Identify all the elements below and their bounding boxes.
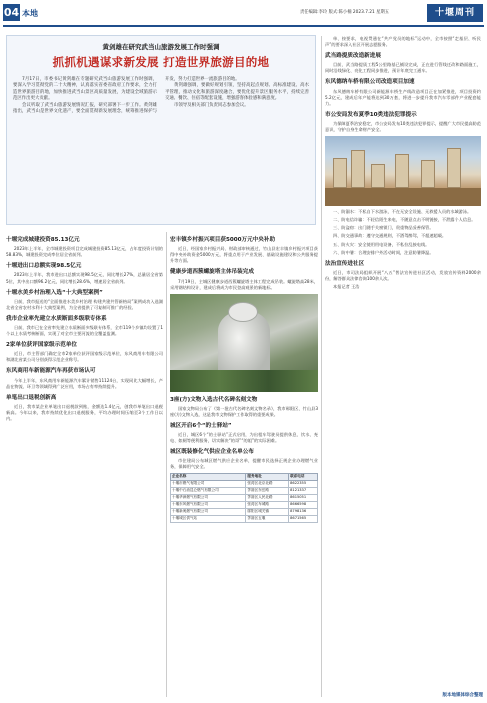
table-cell: 十堰华润燃气有限公司: [171, 494, 246, 501]
page-number: 04: [3, 6, 20, 19]
article-title: 健康步道西簇螺旋塔主体吊装完成: [170, 269, 254, 276]
lead-kicker: 黄剑雄在研究武当山旅游发展工作时强调: [102, 43, 220, 51]
article-body: 近日，市司法局组织开展“八五”普法宣传进社区活动，发放宣传资料2000余份，解答群众法律咨询100余人次。: [325, 269, 481, 281]
footer-credit: 版本地媒体综合整理: [442, 693, 483, 699]
table-row: [171, 480, 318, 487]
ground-area: [325, 188, 481, 206]
table-row: [171, 494, 318, 501]
table-cell: 茅箭区人民北路: [246, 494, 289, 501]
table-header: 联系电话: [289, 473, 318, 480]
article-title: 十堰完成城建投资85.13亿元: [6, 237, 80, 243]
tower-photo: [170, 294, 318, 392]
tower-top-shape: [228, 302, 258, 322]
article-body: 目前，武当路提质工程5公里路基已铺设完成，正在进行管线迁改和路面施工，同时沿线绿化、亮化工程同步推进，预计年底完工通车。: [325, 62, 481, 74]
lead-paragraph: 市领导及相关部门负责同志参加会议。: [174, 102, 249, 108]
section-title: 本地: [22, 9, 38, 18]
table-cell: 张湾区北京北路: [246, 480, 289, 487]
article-body: 为保障夏季治安稳定，市公安局发布10类违法犯罪提示，提醒广大市民提高防范意识，守护自身生命财产安全。: [325, 120, 481, 133]
table-header: 企业名称: [171, 473, 246, 480]
table-cell: 8615051: [289, 494, 318, 501]
article-title: 城区既装修化气供应企业名单公布: [170, 449, 254, 456]
lead-article: [6, 35, 316, 225]
article-title: 市公安局发布夏季10类违法犯罪提示: [325, 111, 417, 118]
street-photo: [325, 136, 481, 206]
article-title: 法治宣传进社区: [325, 260, 365, 267]
table-cell: 张湾区车城路: [246, 501, 289, 508]
table-cell: 8666598: [289, 501, 318, 508]
building-shape: [447, 148, 461, 188]
column-divider: [321, 36, 322, 697]
article-title: 2家单位获评国家级示范单位: [6, 342, 78, 349]
article-title: 3座(方)文物入选古代名碑名刻文物: [170, 396, 258, 403]
column-left: [6, 232, 163, 697]
table-row: [171, 515, 318, 522]
list-item: 二、防电信诈骗：不轻信陌生来电，不随意点击不明链接，不泄露个人信息。: [333, 217, 476, 223]
table-row: [171, 487, 318, 494]
article-title: 东风商用车新能源汽车再获市场认可: [6, 368, 96, 375]
masthead-logo: 十堰周刊: [427, 4, 483, 22]
article-title: 单笔出口退税创新高: [6, 394, 57, 401]
table-cell: 郧阳区城关镇: [246, 508, 289, 515]
editor-credits: 责任编辑:李玲 版式:陈小楠 2023.7.21 星期五: [300, 10, 390, 15]
table-cell: 十堰中石油昆仑燃气有限公司: [171, 487, 246, 494]
article-title: 十堰进出口总额实现98.5亿元: [6, 263, 82, 270]
article-body: 单、按要求，电视贯通在“共产党员的地标”运动中，全市按照“走基层、听民声”的要求深入社区开展志愿服务。: [325, 36, 481, 48]
column-divider: [166, 232, 167, 697]
column-middle: [170, 232, 318, 697]
article-body: 近日，我市某企业单笔出口退税款到账，金额达1.4亿元，创我市单笔出口退税新高。今年以来，我市持续优化出口退税服务，平均办理时间压缩至3个工作日以内。: [6, 403, 163, 422]
table-row: [171, 501, 318, 508]
building-shape: [351, 150, 365, 188]
lead-headline: 抓抓机遇谋求新发展 打造世界旅游目的地: [52, 55, 270, 70]
building-shape: [333, 158, 347, 188]
article-title: 我市企业率先建立水质断面多级联专体系: [6, 315, 107, 322]
list-item: 一、防溺水：不私自下水游泳，不在无安全设施、无救援人员的水域游泳。: [333, 209, 472, 215]
lead-paragraph: 会议听取了武当山旅游发展情况汇报，研究部署下一步工作。黄剑雄指出，武当山是世界文化遗产，要全面贯彻新发展理念，统筹推进保护与开发，努力打造世界一流旅游目的地。: [13, 77, 240, 114]
article-body: 近日，市主管部门确定全市2家单位获评国家级示范单位，东风商用车有限公司和湖北省某公司分别获得示范企业称号。: [6, 351, 163, 363]
table-cell: 8798136: [289, 508, 318, 515]
table-header: 服务地址: [246, 473, 289, 480]
building-shape: [395, 154, 409, 188]
article-body: 日前，我市报送的“全面推进水美乡村治理 构建共建共管新格局”案例成功入选湖北省全省农村水利十大典型案例，为全省提供了可复制可推广的经验。: [6, 298, 163, 310]
header-rule: [3, 25, 484, 27]
table-cell: 十堰城区供气站: [171, 515, 246, 522]
article-body: 近日，城区6个“的士驿站”正式启用，为出租车驾驶员提供休息、饮水、充电、如厕等便利服务，切实解决“的哥”“的姐”的实际困难。: [170, 432, 318, 444]
article-title: 十堰水美乡村治理入选“十大典型案例”: [6, 289, 103, 296]
column-right: [325, 36, 481, 696]
article-title: 武当路提质改造新进展: [325, 53, 381, 60]
article-body: 7月19日，主城区健康步道西簇螺旋塔主体工程完成吊装。螺旋塔高28米，采用钢结构设计，建成后将成为市民登高观景的新地标。: [170, 278, 318, 290]
list-item: 四、防交通事故：遵守交通规则，不酒驾醉驾，不超速超载。: [333, 233, 447, 239]
lead-body: [13, 77, 309, 115]
lead-paragraph: 黄剑雄强调，要做好规划引领，坚持高起点规划、高标准建设、高水平管理，推动文化和旅游深度融合，要优化提升景区服务水平，持续完善交通、餐饮、住宿等配套设施，增强游客体验感和满意度。: [165, 83, 309, 102]
article-body: 市住建局公布城区燃气供应企业名单，提醒市民选择正规企业办理燃气业务，保障用气安全。: [170, 458, 318, 470]
building-shape: [371, 164, 385, 188]
table-cell: 8671565: [289, 515, 318, 522]
building-shape: [421, 160, 435, 188]
table-row: [171, 508, 318, 515]
article-body: 近日，经国家乡村振兴局、财政部审核通过，竹山县宏丰镇乡村振兴项目获得中央补助资金5000万元，将重点用于产业发展、基础设施建设和公共服务提升等方面。: [170, 246, 318, 264]
article-title: 宏丰镇乡村振兴项目获5000万元中央补助: [170, 237, 276, 243]
list-item: 三、防盗窃：出门随手关窗锁门，贵重物品妥善保管。: [333, 225, 434, 231]
article-body: 日前，我市已在全省率先建立水质断面多级联专体系，全市119个乡镇均设置了1个以上水质考核断面，实现了对全市主要河流的全覆盖监测。: [6, 325, 163, 337]
article-title: 东风德纳车桥有限公司改造项目加速: [325, 79, 415, 86]
page-header: [0, 0, 487, 26]
reporter-credit: 本报记者 王浩: [333, 284, 360, 290]
tree-line: [170, 370, 318, 392]
table-cell: 8622355: [289, 480, 318, 487]
list-item: 六、防中暑：合理安排户外活动时间，注意防暑降温。: [333, 249, 434, 255]
lead-paragraph: 7月17日，市委书记黄剑雄在专题研究武当山旅游发展工作时强调，要深入学习贯彻党的二十大精神，认真落实省委省政府工作要求，全力打造世界旅游目的地，加快推进武当山景区高质量发展，为建设全域旅游示范区作出更大贡献。: [13, 77, 157, 102]
list-item: 五、防火灾：安全使用用电设备，不私拉乱接电线。: [333, 241, 430, 247]
table-cell: 茅箭区五堰: [246, 515, 289, 522]
article-body: 国家文物局公布了《第一批古代名碑名刻文物名录》，我市郧阳区、竹山县3座(方)文物入选，这是我市文物保护工作取得的重要成果。: [170, 405, 318, 417]
gas-supplier-table: [170, 473, 318, 523]
table-cell: 十堰市燃气有限公司: [171, 480, 246, 487]
article-body: 东风德纳车桥有限公司新能源车桥生产线改造项目正在加紧推进，项目投资约5.2亿元，建成后年产能将达到30万套，将进一步提升我市汽车零部件产业配套能力。: [325, 88, 481, 106]
article-title: 城区开启6个“的士驿站”: [170, 422, 232, 429]
article-body: 2023年上半年，我市进出口总额实现98.5亿元，同比增长27%，总量居全省第5位，其中出口额96.2亿元，同比增长28.6%，增速居全省前列。: [6, 272, 163, 284]
article-body: 2023年上半年，全市城建投资项目完成城建投资85.13亿元，占年度投资计划的58.83%，城建投资完成率位居全省前列。: [6, 246, 163, 258]
table-cell: 茅箭区东岳路: [246, 487, 289, 494]
table-cell: 十堰新奥燃气有限公司: [171, 508, 246, 515]
article-body: 今年上半年，东风商用车新能源汽车累计销售11124台，实现同比大幅增长，产品在物流、环卫等领域得到广泛应用，市场占有率持续提升。: [6, 377, 163, 389]
table-cell: 十堰东风燃气有限公司: [171, 501, 246, 508]
table-cell: 8121337: [289, 487, 318, 494]
